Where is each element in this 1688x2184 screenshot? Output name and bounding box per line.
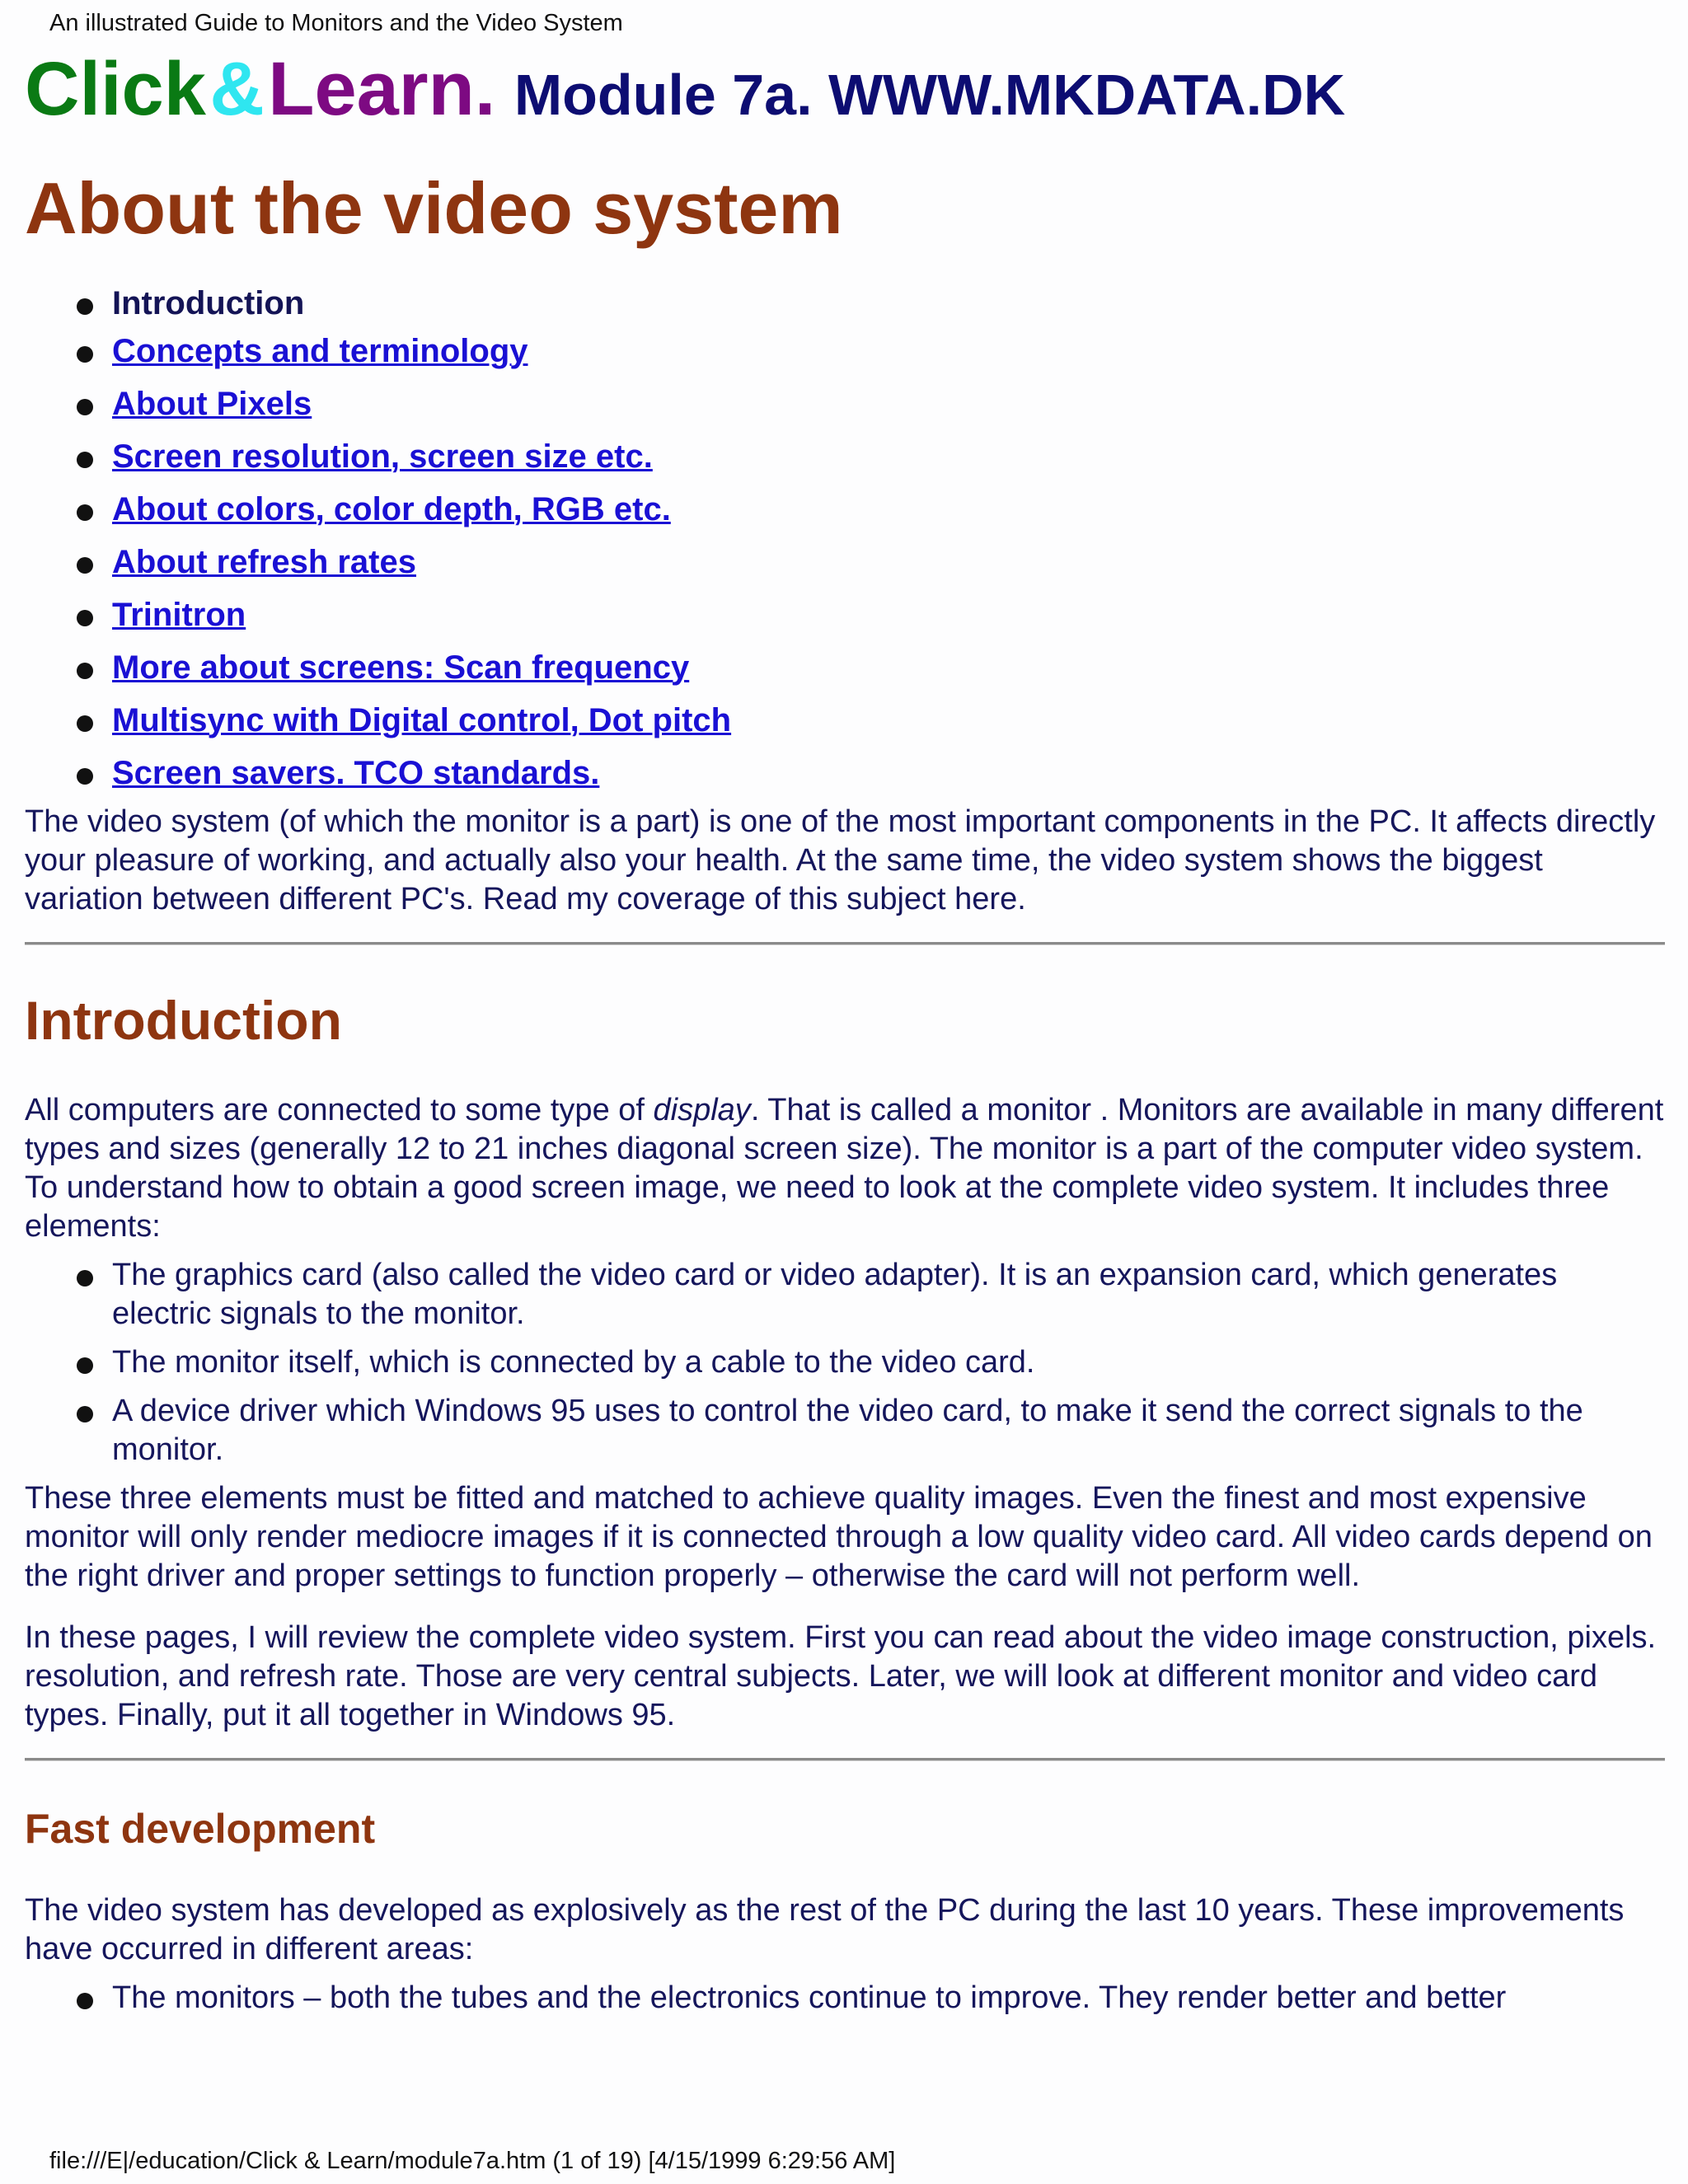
fast-development-heading: Fast development — [25, 1805, 376, 1852]
summary-paragraph: The video system (of which the monitor is a part) is one of the most important components in the PC. It affects directly your pleasure of working, and actually also your health. At the same time, the video system shows the biggest variation between different PC's. Read my coverage of this subject here. — [25, 804, 1656, 916]
list-item: The graphics card (also called the video card or video adapter). It is an expansion card, which generates electric signals to the monitor. — [25, 1256, 1665, 1333]
improvements-list — [25, 1979, 1665, 2018]
toc-link-concepts[interactable]: Concepts and terminology — [112, 332, 528, 369]
toc-link-resolution[interactable]: Screen resolution, screen size etc. — [112, 438, 653, 475]
list-item: A device driver which Windows 95 uses to control the video card, to make it send the correct signals to the monitor. — [25, 1392, 1665, 1469]
list-item: The monitors – both the tubes and the electronics continue to improve. They render better and better — [25, 1979, 1665, 2018]
toc-item — [25, 755, 1665, 791]
table-of-contents — [25, 285, 1665, 791]
toc-item — [25, 491, 1665, 527]
introduction-heading: Introduction — [25, 989, 342, 1051]
banner-module: Module 7a. WWW.MKDATA.DK — [513, 63, 1346, 127]
divider — [25, 1758, 1665, 1761]
toc-link-refresh-rates[interactable]: About refresh rates — [112, 543, 416, 580]
banner-click: Click — [25, 47, 206, 131]
page-title: About the video system — [25, 167, 843, 249]
list-item: The monitor itself, which is connected by a cable to the video card. — [25, 1343, 1665, 1382]
toc-item — [25, 597, 1665, 633]
print-header: An illustrated Guide to Monitors and the Video System — [49, 10, 623, 36]
banner-learn: Learn. — [268, 47, 496, 131]
toc-link-trinitron[interactable]: Trinitron — [112, 596, 246, 633]
toc-item — [25, 386, 1665, 422]
toc-item — [25, 333, 1665, 369]
print-footer: file:///E|/education/Click & Learn/module7a.htm (1 of 19) [4/15/1999 6:29:56 AM] — [49, 2148, 896, 2174]
toc-link-colors[interactable]: About colors, color depth, RGB etc. — [112, 490, 671, 527]
toc-item — [25, 438, 1665, 475]
banner-ampersand: & — [209, 47, 265, 131]
toc-link-screen-savers[interactable]: Screen savers. TCO standards. — [112, 754, 600, 791]
introduction-paragraph-3: In these pages, I will review the complete video system. First you can read about the video image construction, pixels. resolution, and refresh rate. Those are very central subjects. Later, we will look at different monitor and video card types. Finally, put it all together in Windows 95. — [25, 1619, 1657, 1732]
toc-link-pixels[interactable]: About Pixels — [112, 385, 312, 422]
site-banner — [25, 47, 1346, 131]
toc-item — [25, 544, 1665, 580]
toc-item — [25, 649, 1665, 686]
introduction-paragraph-2: These three elements must be fitted and matched to achieve quality images. Even the finest and most expensive monitor will only render mediocre images if it is connected through a low quality video card. All video cards depend on the right driver and proper settings to function properly – otherwise the card will not perform well. — [25, 1480, 1653, 1593]
page-content — [25, 165, 1665, 2027]
toc-link-multisync[interactable]: Multisync with Digital control, Dot pitch — [112, 701, 732, 738]
fast-development-paragraph: The video system has developed as explosively as the rest of the PC during the last 10 years. These improvements have occurred in different areas: — [25, 1892, 1625, 1966]
video-system-elements-list — [25, 1256, 1665, 1469]
intro-text-start: All computers are connected to some type of — [25, 1092, 654, 1127]
divider — [25, 942, 1665, 945]
display-emphasis: display — [653, 1092, 751, 1127]
toc-introduction-label: Introduction — [112, 284, 305, 321]
intro-text-end: . That is called a monitor . Monitors are available in many different types and sizes (generally 12 to 21 inches diagonal screen size). The monitor is a part of the computer video system. To understand how to obtain a good screen image, we need to look at the complete video system. It includes three elements: — [25, 1092, 1664, 1244]
toc-link-scan-frequency[interactable]: More about screens: Scan frequency — [112, 649, 690, 686]
toc-item-introduction — [25, 285, 1665, 321]
toc-item — [25, 702, 1665, 738]
introduction-paragraph-1 — [25, 1091, 1665, 1246]
